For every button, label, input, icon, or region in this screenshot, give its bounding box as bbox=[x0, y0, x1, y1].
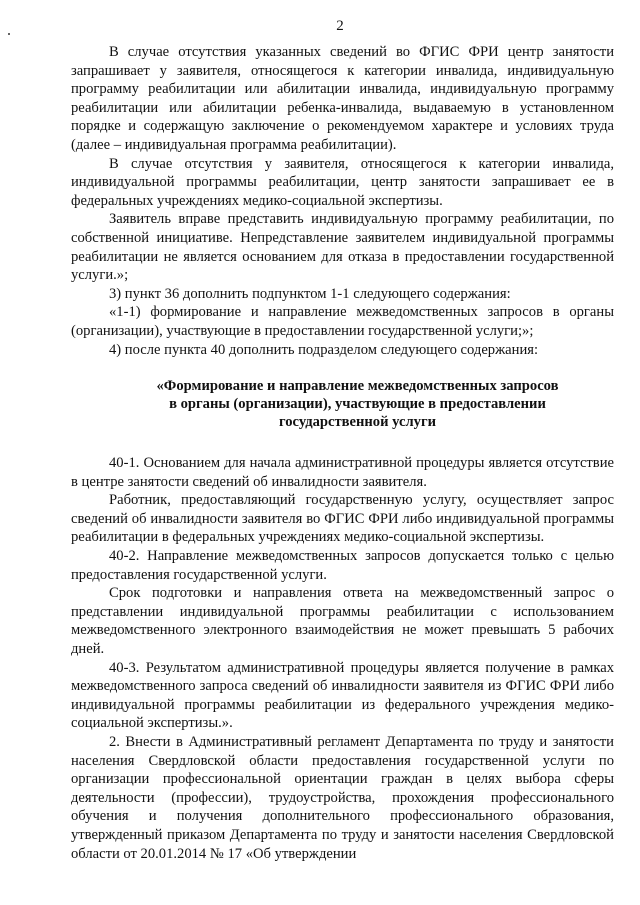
section-heading-line-2: в органы (организации), участвующие в предоставлении bbox=[169, 396, 546, 413]
section-heading-line-1: «Формирование и направление межведомственных запросов bbox=[156, 378, 559, 395]
paragraph-worker-request: Работник, предоставляющий государственную услугу, осуществляет запрос сведений об инвалидности заявителя во ФГИС ФРИ либо индивидуальной программы реабилитации в федеральных учреждениях медико-социальной экспертизы. bbox=[71, 492, 614, 546]
paragraph-no-program: В случае отсутствия у заявителя, относящегося к категории инвалида, индивидуальной программы реабилитации, центр занятости запрашивает ее в федеральных учреждениях медико-социальной экспертизы. bbox=[71, 155, 614, 209]
section-heading bbox=[71, 377, 614, 431]
paragraph-40-1: 40-1. Основанием для начала административной процедуры является отсутствие в центре занятости сведений об инвалидности заявителя. bbox=[71, 455, 614, 490]
section-heading-line-3: государственной услуги bbox=[278, 414, 437, 431]
paragraph-item-4: 4) после пункта 40 дополнить подразделом следующего содержания: bbox=[109, 341, 539, 358]
paragraph-own-initiative: Заявитель вправе представить индивидуальную программу реабилитации, по собственной инициативе. Непредставление заявителем индивидуальной программы реабилитации не является основанием для отказа в предоставлении государственной услуги.»; bbox=[71, 211, 614, 284]
paragraph-item-2: 2. Внести в Административный регламент Департамента по труду и занятости населения Свердловской области предоставления государственной услуги по организации профессиональной ориентации граждан в целях выбора сферы деятельности (профессии), трудоустройства, прохождения профессионального обучения и получения дополнительного профессионального образования, утвержденный приказом Департамента по труду и занятости населения Свердловской области от 20.01.2014 № 17 «Об утверждении bbox=[71, 734, 614, 862]
page-number: 2 bbox=[336, 18, 344, 34]
paragraph-item-3: 3) пункт 36 дополнить подпунктом 1-1 следующего содержания: bbox=[109, 285, 511, 302]
paragraph-40-2: 40-2. Направление межведомственных запросов допускается только с целью предоставления государственной услуги. bbox=[71, 548, 614, 583]
paragraph-40-3: 40-3. Результатом административной процедуры является получение в рамках межведомственного запроса сведений об инвалидности заявителя из ФГИС ФРИ либо индивидуальной программы реабилитации из федерального учреждения медико-социальной экспертизы.». bbox=[71, 659, 614, 732]
paragraph-response-term: Срок подготовки и направления ответа на межведомственный запрос о представлении индивидуальной программы реабилитации с использованием межведомственного электронного взаимодействия не может превышать 5 рабочих дней. bbox=[71, 585, 614, 658]
paragraph-subitem-1-1: «1-1) формирование и направление межведомственных запросов в органы (организации), участвующие в предоставлении государственной услуги;»; bbox=[71, 304, 614, 339]
document-body bbox=[71, 43, 614, 863]
paragraph-fgis-request: В случае отсутствия указанных сведений во ФГИС ФРИ центр занятости запрашивает у заявителя, относящегося к категории инвалида, индивидуальную программу реабилитации или абилитации инвалида, индивидуальную программу реабилитации или абилитации ребенка-инвалида, выдаваемую в установленном порядке и содержащую заключение о рекомендуемом характере и условиях труда (далее – индивидуальная программа реабилитации). bbox=[71, 44, 614, 153]
